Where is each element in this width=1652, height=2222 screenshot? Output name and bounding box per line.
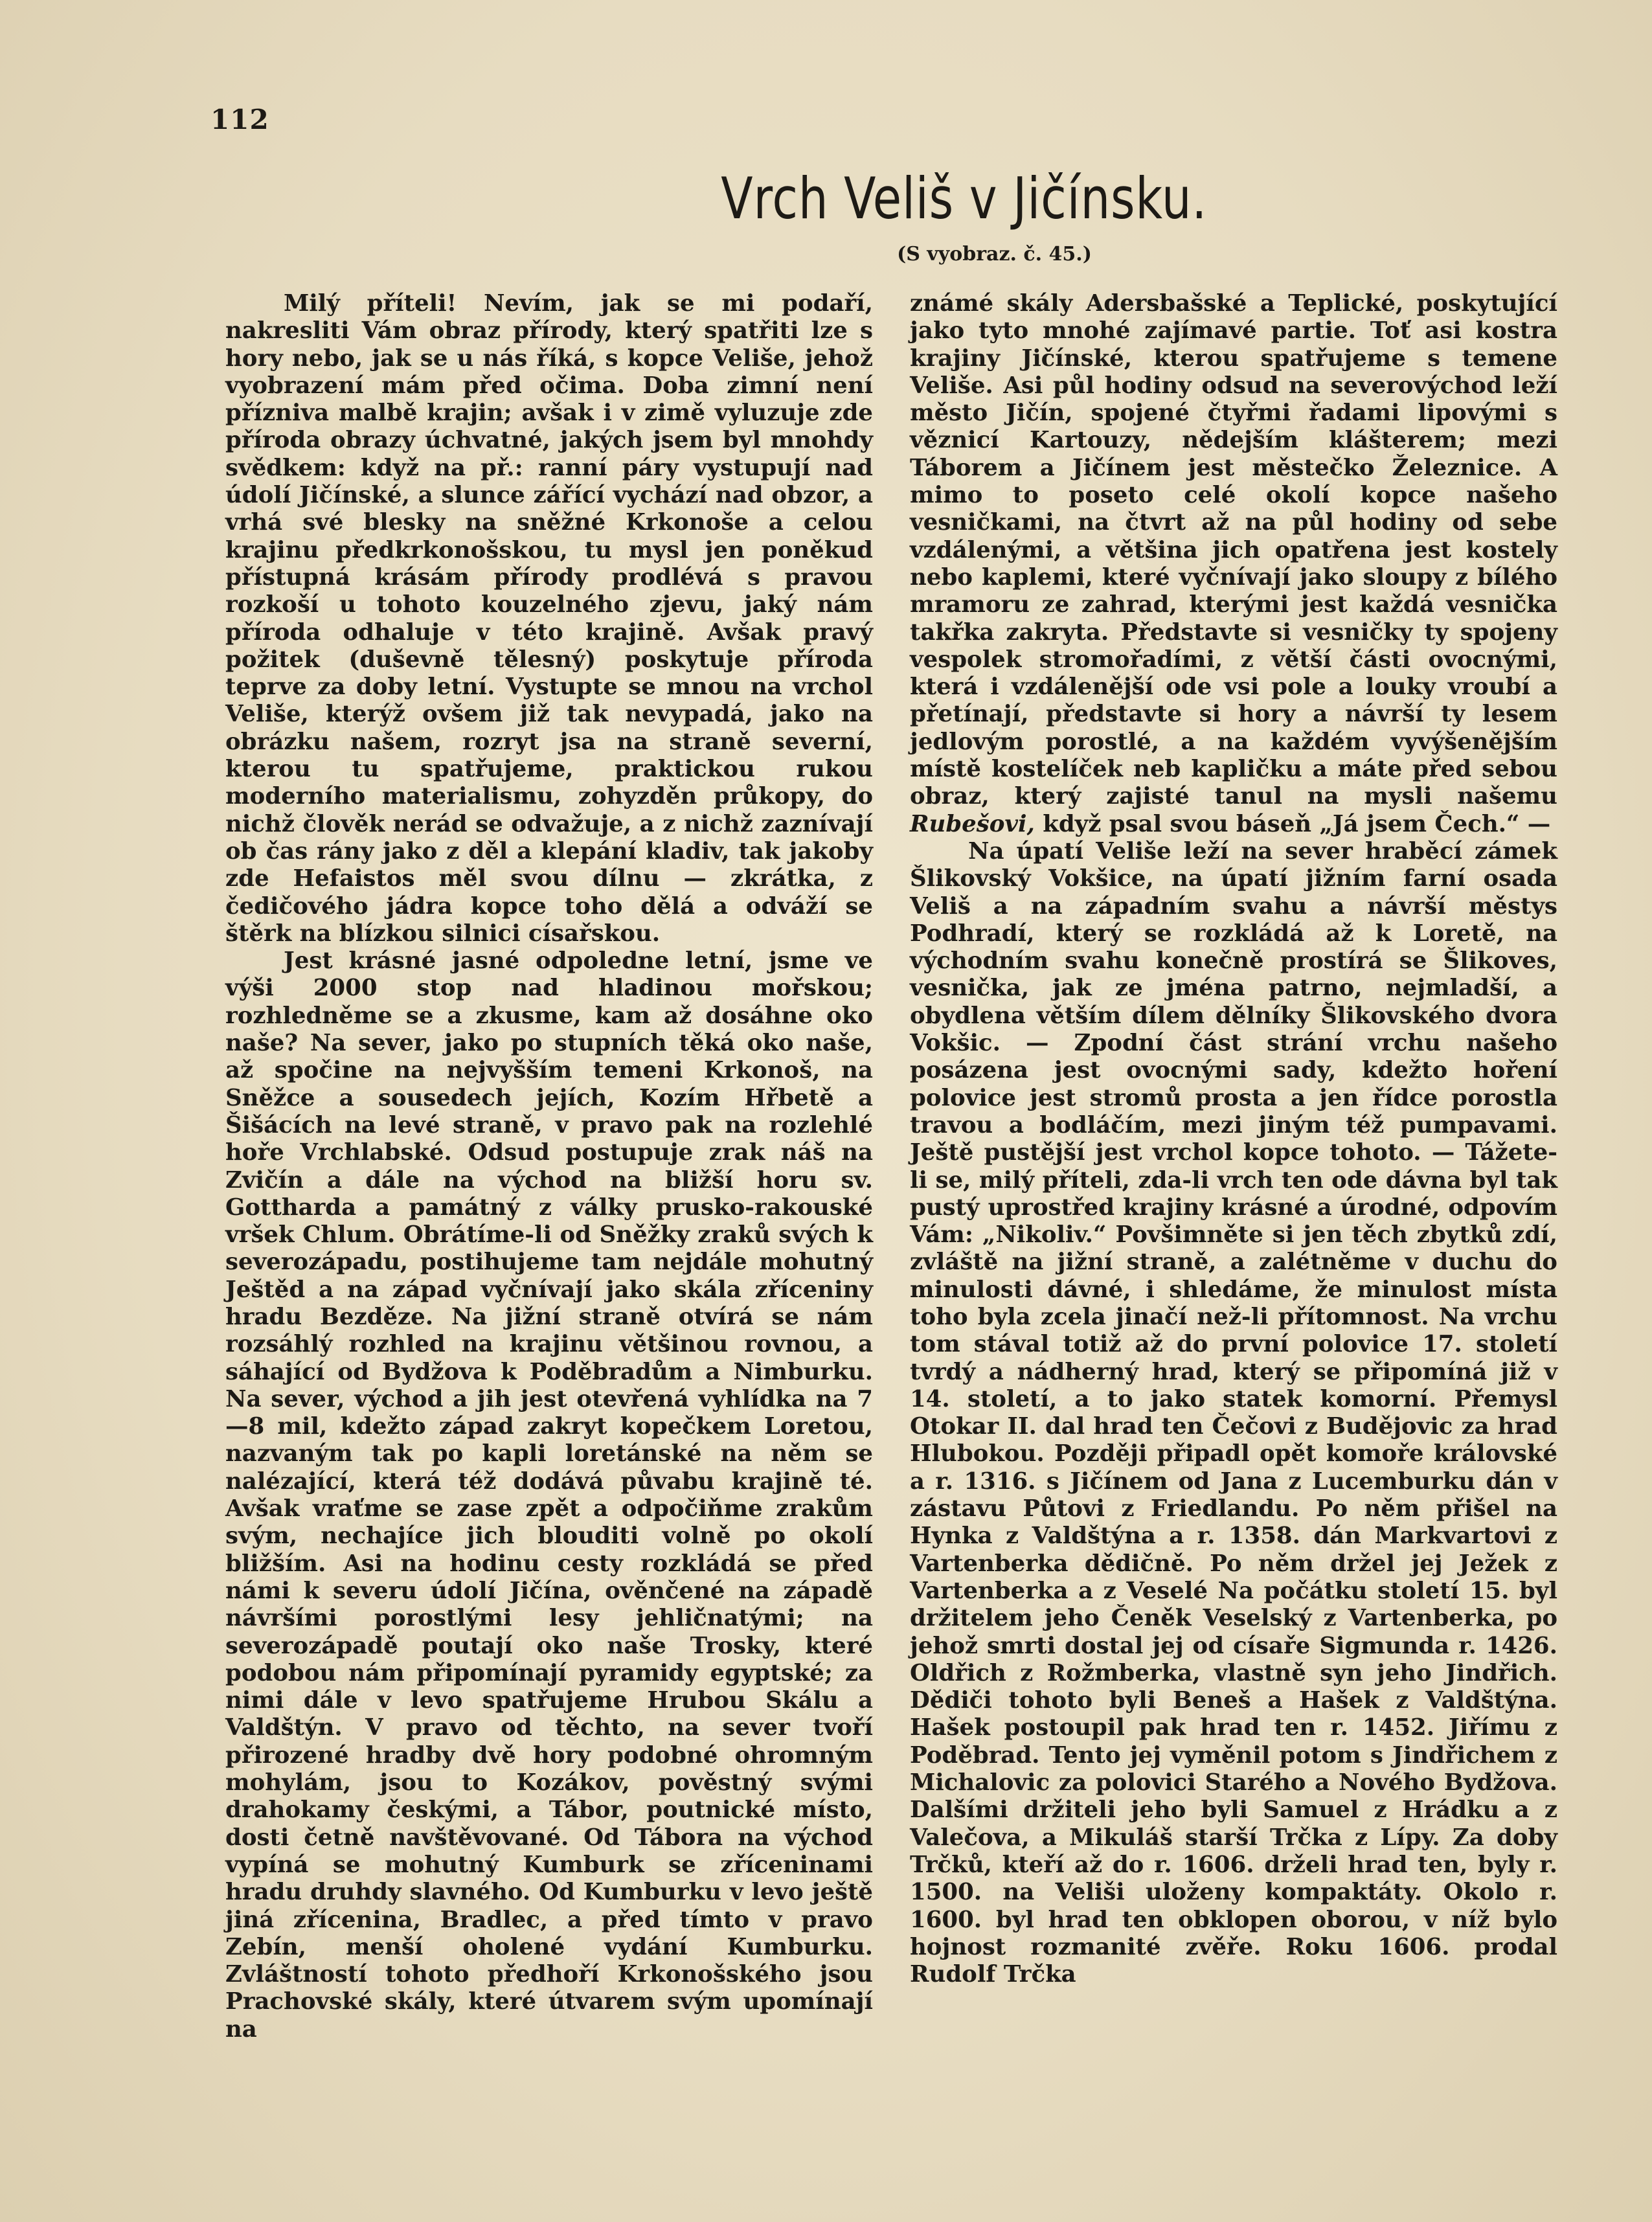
author-name: Rubešovi, [910,810,1035,837]
article-subtitle: (S vyobraz. č. 45.) [897,243,1092,266]
paragraph: Jest krásné jasné odpoledne letní, jsme ve výši 2000 stop nad hladinou mořskou; rozhledněme se a zkusme, kam až dosáhne oko naše? Na sever, jako po stupních těká oko naše, až spočine na nejvyšším temeni Krkonoš, na Sněžce a sousedech jejích, Kozím Hřbetě a Šišácích na levé straně, v pravo pak na rozlehlé hoře Vrchlabské. Odsud postupuje zrak náš na Zvičín a dále na východ na bližší horu sv. Gottharda a památný z války prusko-rakouské vršek Chlum. Obrátíme-li od Sněžky zraků svých k severozápadu, postihujeme tam nejdále mohutný Ještěd a na západ vyčnívají jako skála zříceniny hradu Bezděze. Na jižní straně otvírá se nám rozsáhlý rozhled na krajinu většinou rovnou, a sáhající od Bydžova k Poděbradům a Nimburku. Na sever, východ a jih jest otevřená vyhlídka na 7—8 mil, kdežto západ zakryt kopečkem Loretou, nazvaným tak po kapli loretánské na něm se nalézající, která též dodává půvabu krajině té. Avšak vraťme se zase zpět a odpočiňme zrakům svým, nechajíce jich blouditi volně po okolí bližším. Asi na hodinu cesty rozkládá se před námi k severu údolí Jičína, ověnčené na západě návršími porostlými lesy jehličnatými; na severozápadě poutají oko naše Trosky, které podobou nám připomínají pyramidy egyptské; za nimi dále v levo spatřujeme Hrubou Skálu a Valdštýn. V pravo od těchto, na sever tvoří přirozené hradby dvě hory podobné ohromným mohylám, jsou to Kozákov, pověstný svými drahokamy českými, a Tábor, poutnické místo, dosti četně navštěvované. Od Tábora na východ vypíná se mohutný Kumburk se zříceninami hradu druhdy slavného. Od Kumburku v levo ještě jiná zřícenina, Bradlec, a před tímto v pravo Zebín, menší oholené vydání Kumburku. Zvláštností tohoto předhoří Krkonošského jsou Prachovské skály, které útvarem svým upomínají na [225,947,873,2043]
paragraph: Milý příteli! Nevím, jak se mi podaří, nakresliti Vám obraz přírody, který spatřiti lze s hory nebo, jak se u nás říká, s kopce Veliše, jehož vyobrazení mám před očima. Doba zimní není přízniva malbě krajin; avšak i v zimě vyluzuje zde příroda obrazy úchvatné, jakých jsem byl mnohdy svědkem: když na př.: ranní páry vystupují nad údolí Jičínské, a slunce zářící vychází nad obzor, a vrhá své blesky na sněžné Krkonoše a celou krajinu předkrkonošskou, tu mysl jen poněkud přístupná krásám přírody prodlévá s pravou rozkoší u tohoto kouzelného zjevu, jaký nám příroda odhaluje v této krajině. Avšak pravý požitek (duševně tělesný) poskytuje příroda teprve za doby letní. Vystupte se mnou na vrchol Veliše, kterýž ovšem již tak nevypadá, jako na obrázku našem, rozryt jsa na straně severní, kterou tu spatřujeme, praktickou rukou moderního materialismu, zohyzděn průkopy, do nichž člověk nerád se odvažuje, a z nichž zaznívají ob čas rány jako z děl a klepání kladiv, tak jakoby zde Hefaistos měl svou dílnu — zkrátka, z čedičového jádra kopce toho dělá a odváží se štěrk na blízkou silnici císařskou. [225,290,873,947]
paragraph: Na úpatí Veliše leží na sever hraběcí zámek Šlikovský Vokšice, na úpatí jižním farní osada Veliš a na západním svahu a návrší městys Podhradí, který se rozkládá až k Loretě, na východním svahu konečně prostírá se Šlikoves, vesnička, jak ze jména patrno, nejmladší, a obydlena větším dílem dělníky Šlikovského dvora Vokšic. — Zpodní část strání vrchu našeho posázena jest ovocnými sady, kdežto hoření polovice jest stromů prosta a jen řídce porostla travou a bodláčím, mezi jiným též pumpavami. Ještě pustější jest vrchol kopce tohoto. — Tážete-li se, milý příteli, zda-li vrch ten ode dávna byl tak pustý uprostřed krajiny krásné a úrodné, odpovím Vám: „Nikoliv.“ Povšimněte si jen těch zbytků zdí, zvláště na jižní straně, a zalétněme v duchu do minulosti dávné, i shledáme, že minulost místa toho byla zcela jinačí než-li přítomnost. Na vrchu tom stával totiž až do první polovice 17. století tvrdý a nádherný hrad, který se připomíná již v 14. století, a to jako statek komorní. Přemysl Otokar II. dal hrad ten Čečovi z Budějovic za hrad Hlubokou. Později připadl opět komoře královské a r. 1316. s Jičínem od Jana z Lucemburku dán v zástavu Půtovi z Friedlandu. Po něm přišel na Hynka z Valdštýna a r. 1358. dán Markvartovi z Vartenberka dědičně. Po něm držel jej Ježek z Vartenberka a z Veselé Na počátku století 15. byl držitelem jeho Čeněk Veselský z Vartenberka, po jehož smrti dostal jej od císaře Sigmunda r. 1426. Oldřich z Rožmberka, vlastně syn jeho Jindřich. Dědiči tohoto byli Beneš a Hašek z Valdštýna. Hašek postoupil pak hrad ten r. 1452. Jiřímu z Poděbrad. Tento jej vyměnil potom s Jindřichem z Michalovic za polovici Starého a Nového Bydžova. Dalšími držiteli jeho byli Samuel z Hrádku a z Valečova, a Mikuláš starší Trčka z Lípy. Za doby Trčků, kteří až do r. 1606. drželi hrad ten, byly r. 1500. na Veliši uloženy kompaktáty. Okolo r. 1600. byl hrad ten obklopen oborou, v níž bylo hojnost rozmanité zvěře. Roku 1606. prodal Rudolf Trčka [910,837,1557,1988]
paragraph-text: když psal svou báseň „Já jsem Čech.“ — [1043,810,1551,837]
page-number: 112 [210,104,269,135]
paragraph [910,290,1557,838]
article-title: Vrch Veliš v Jičínsku. [721,165,1208,232]
right-column [910,290,1557,1988]
paragraph-text: známé skály Adersbašské a Teplické, poskytující jako tyto mnohé zajímavé partie. Toť asi kostra krajiny Jičínské, kterou spatřujeme s temene Veliše. Asi půl hodiny odsud na severovýchod leží město Jičín, spojené čtyřmi řadami lipovými s věznicí Kartouzy, nědejším klášterem; mezi Táborem a Jičínem jest městečko Železnice. A mimo to poseto celé okolí kopce našeho vesničkami, na čtvrt až na půl hodiny od sebe vzdálenými, a většina jich opatřena jest kostely nebo kaplemi, které vyčnívají jako sloupy z bílého mramoru ze zahrad, kterými jest každá vesnička takřka zakryta. Představte si vesničky ty spojeny vespolek stromořadími, z větší části ovocnými, která i vzdálenější ode vsi pole a louky vroubí a přetínají, představte si hory a návrší ty lesem jedlovým porostlé, a na každém vyvýšenějším místě kostelíček neb kapličku a máte před sebou obraz, který zajisté tanul na mysli našemu [910,290,1557,810]
left-column [225,290,873,2043]
